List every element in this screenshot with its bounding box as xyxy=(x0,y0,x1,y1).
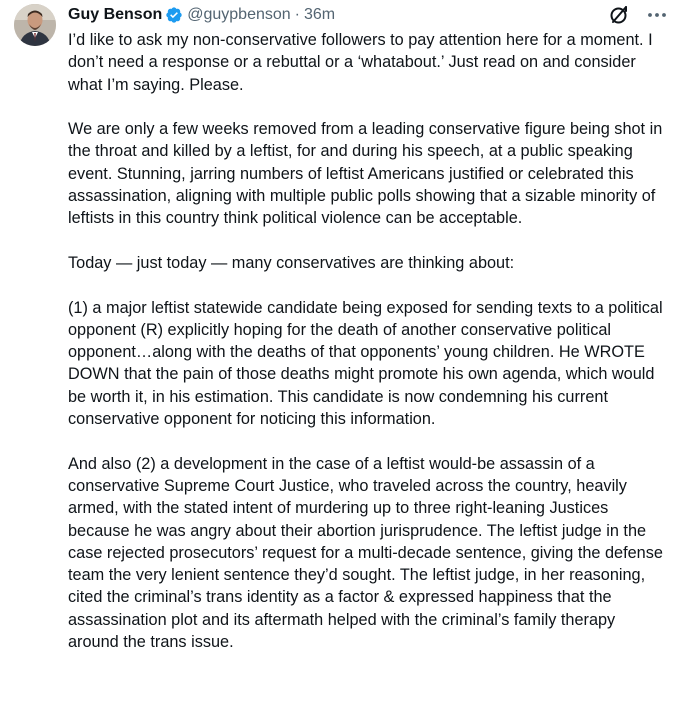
separator-dot: · xyxy=(294,6,300,23)
avatar[interactable] xyxy=(14,4,56,46)
more-icon[interactable] xyxy=(646,4,668,26)
user-handle[interactable]: @guypbenson xyxy=(187,6,291,23)
tweet-paragraph: We are only a few weeks removed from a leading conservative figure being shot in the throat and killed by a leftist, for and during his speech, at a public speaking event. Stunning, jarring numbers of leftist Americans justified or celebrated this assassination, aligning with multiple public polls showing that a sizable minority of leftists in this country think political violence can be acceptable. xyxy=(68,120,663,228)
tweet-paragraph: And also (2) a development in the case of a leftist would-be assassin of a conservative Supreme Court Justice, who traveled across the country, heavily armed, with the stated intent of murdering up to three right-leaning Justices because he was angry about their abortion jurisprudence. The leftist judge in the case rejected prosecutors’ request for a multi-decade sentence, giving the defense team the very lenient sentence they’d sought. The leftist judge, in her reasoning, cited the criminal’s trans identity as a factor & expressed happiness that the assassination plot and its aftermath helped with the criminal’s family therapy around the trans issue. xyxy=(68,454,663,652)
tweet-text xyxy=(68,29,668,676)
display-name[interactable]: Guy Benson xyxy=(68,6,163,23)
tweet-paragraph: (1) a major leftist statewide candidate being exposed for sending texts to a political opponent (R) explicitly hoping for the death of another conservative political opponent…along with the deaths of that opponents’ young children. He WROTE DOWN that the pain of those deaths might promote his own agenda, which would be worth it, in his estimation. This candidate is now condemning his current conservative opponent for noticing this information. xyxy=(68,298,663,429)
tweet-paragraph: Today — just today — many conservatives are thinking about: xyxy=(68,253,515,272)
timestamp[interactable]: 36m xyxy=(304,6,336,23)
tweet-paragraph: I’d like to ask my non-conservative followers to pay attention here for a moment. I don’t need a response or a rebuttal or a ‘whatabout.’ Just read on and consider what I’m saying. Please. xyxy=(68,31,653,94)
tweet-header xyxy=(68,4,335,26)
grok-icon[interactable] xyxy=(608,4,630,26)
avatar-photo-icon xyxy=(14,4,56,46)
verified-badge-icon xyxy=(165,6,183,24)
header-actions xyxy=(608,4,668,26)
